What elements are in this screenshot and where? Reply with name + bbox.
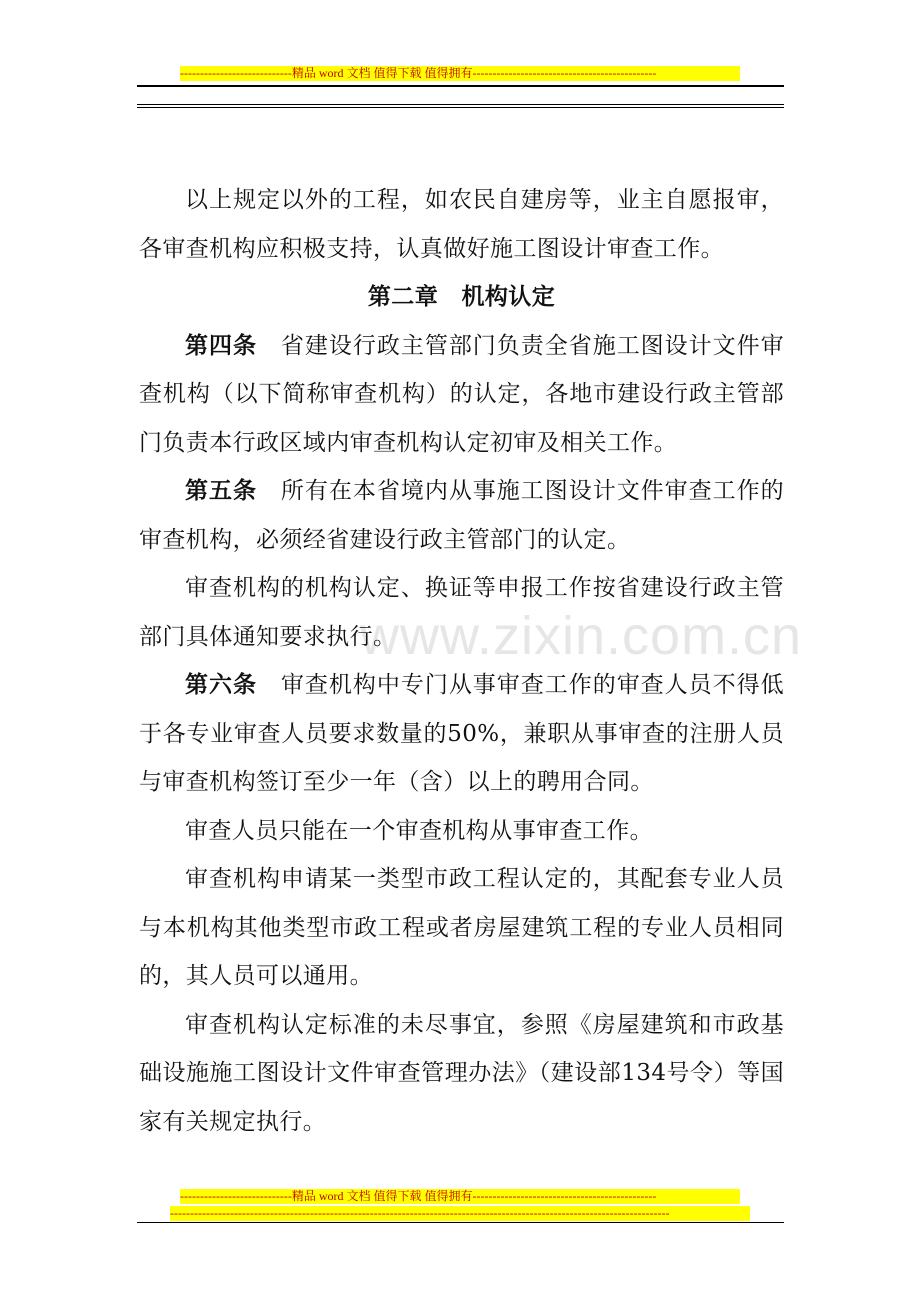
- article-4-label: 第四条: [185, 331, 257, 359]
- header-rule-thin: [137, 104, 784, 105]
- article-5-paragraph-2: 审查机构的机构认定、换证等申报工作按省建设行政主管部门具体通知要求执行。: [139, 575, 784, 650]
- article-5: [139, 467, 784, 564]
- article-4-text: 省建设行政主管部门负责全省施工图设计文件审查机构（以下简称审查机构）的认定，各地市建设行政主管部门负责本行政区域内审查机构认定初审及相关工作。: [139, 332, 784, 456]
- article-6-label: 第六条: [185, 671, 257, 698]
- article-6-paragraph-4: 审查机构认定标准的未尽事宜，参照《房屋建筑和市政基础设施施工图设计文件审查管理办法》（建设部134号令）等国家有关规定执行。: [139, 1011, 784, 1135]
- article-6: [139, 661, 784, 807]
- footer-banner-dashes: -----------------------------------------------------------------------------------------------------------------------------: [170, 1206, 750, 1221]
- footer-banner: ----------------------------精品 word 文档 值得下载 值得拥有----------------------------------------------: [180, 1189, 740, 1204]
- footer-rule: [137, 1222, 784, 1223]
- article-6-text: 审查机构中专门从事审查工作的审查人员不得低于各专业审查人员要求数量的50%，兼职从事审查的注册人员与审查机构签订至少一年（含）以上的聘用合同。: [139, 672, 784, 795]
- article-6-paragraph-3: 审查机构申请某一类型市政工程认定的，其配套专业人员与本机构其他类型市政工程或者房屋建筑工程的专业人员相同的，其人员可以通用。: [139, 866, 784, 989]
- watermark: www.zixin.com.cn: [360, 606, 803, 666]
- article-5-text: 所有在本省境内从事施工图设计文件审查工作的审查机构，必须经省建设行政主管部门的认定。: [139, 478, 784, 553]
- paragraph-scope: 以上规定以外的工程，如农民自建房等，业主自愿报审，各审查机构应积极支持，认真做好施工图设计审查工作。: [139, 187, 784, 262]
- header-banner: ----------------------------精品 word 文档 值得下载 值得拥有----------------------------------------------: [180, 66, 740, 81]
- article-6-paragraph-2: 审查人员只能在一个审查机构从事审查工作。: [185, 817, 653, 844]
- article-4: [139, 322, 784, 468]
- header-rule-thick: [137, 85, 784, 87]
- chapter-heading: 第二章 机构认定: [367, 283, 556, 310]
- header-rule-thin-2: [137, 107, 784, 108]
- document-body: [139, 176, 784, 1146]
- article-5-label: 第五条: [185, 477, 257, 504]
